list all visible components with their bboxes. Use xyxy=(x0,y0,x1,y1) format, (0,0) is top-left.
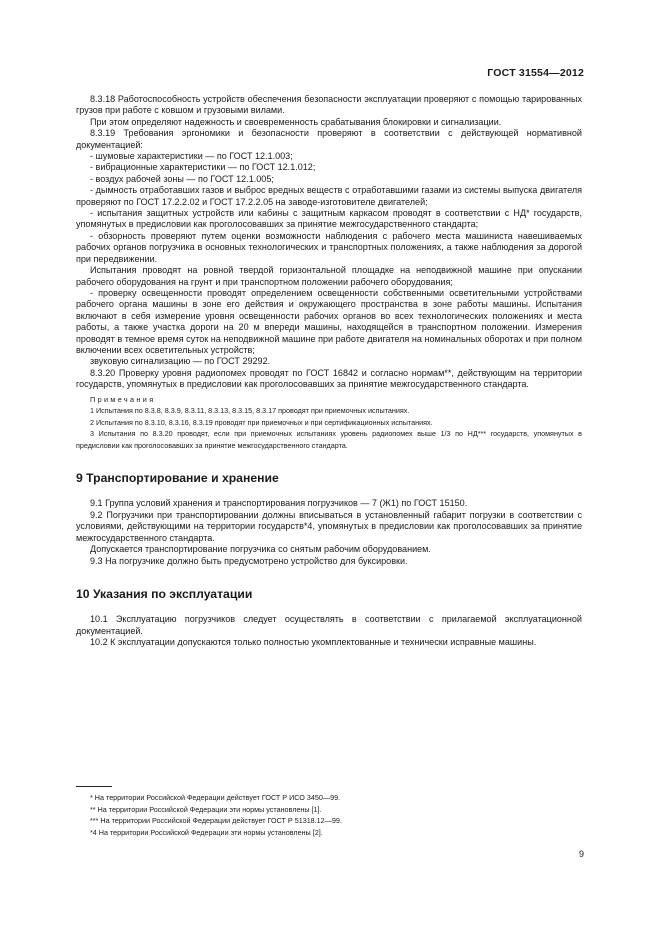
footnote-divider xyxy=(76,786,112,787)
page-number: 9 xyxy=(578,849,584,859)
paragraph-8-3-20: 8.3.20 Проверку уровня радиопомех проводят по ГОСТ 16842 и согласно нормам**, действующим на территории государств, упомянутых в предисловии как проголосовавших за принятие межгосударственного стандарта. xyxy=(76,367,582,390)
list-item: - испытания защитных устройств или кабины с защитным каркасом проводят в соответствии с НД* государств, упомянутых в предисловии как проголосовавших за принятие межгосударственного стандарта; xyxy=(76,208,582,230)
paragraph: При этом определяют надежность и своевременность срабатывания блокировки и сигнализации. xyxy=(90,116,502,127)
list-item: - дымность отработавших газов и выброс вредных веществ с отработавшими газами из системы выпуска двигателя проверяют по ГОСТ 17.2.2.02 и ГОСТ 17.2.2.05 на заводе-изготовителе двигателей; xyxy=(76,185,582,207)
paragraph-10-2: 10.2 К эксплуатации допускаются только полностью укомплектованные и технически исправные машины. xyxy=(90,637,537,648)
list-item: - обзорность проверяют путем оценки возможности наблюдения с рабочего места машиниста навешиваемых рабочих органов погрузчика в основных технологических и транспортных положениях, а также наблюдения за дорогой при передвижении. xyxy=(76,230,582,264)
list-item: - воздух рабочей зоны — по ГОСТ 12.1.005; xyxy=(90,173,274,184)
notes-title: Примечания xyxy=(90,394,156,404)
paragraph-9-3: 9.3 На погрузчике должно быть предусмотрено устройство для буксировки. xyxy=(90,555,408,566)
document-id-header: ГОСТ 31554—2012 xyxy=(487,67,584,79)
list-item: - вибрационные характеристики — по ГОСТ 12.1.012; xyxy=(90,162,316,173)
footnote: * На территории Российской Федерации действует ГОСТ Р ИСО 3450—99. xyxy=(90,793,341,802)
paragraph-10-1: 10.1 Эксплуатацию погрузчиков следует осуществлять в соответствии с прилагаемой эксплуатационной документацией. xyxy=(76,614,582,636)
paragraph-8-3-18: 8.3.18 Работоспособность устройств обеспечения безопасности эксплуатации проверяют с помощью тарированных грузов при работе с ковшом и грузовыми вилами. xyxy=(76,94,582,116)
paragraph: Допускается транспортирование погрузчика со снятым рабочим оборудованием. xyxy=(90,544,431,555)
note-item: 2 Испытания по 8.3.10, 8.3.16, 8.3.19 проводят при приемочных и при сертификационных испытаниях. xyxy=(90,417,433,427)
notes-block xyxy=(76,394,582,452)
footnote: *** На территории Российской Федерации действует ГОСТ Р 51318.12—99. xyxy=(90,816,342,826)
note-item: 3 Испытания по 8.3.20 проводят, если при приемочных испытаниях уровень радиопомех выше 1/3 по НД*** государств, упомянутых в предисловии как проголосовавших за принятие межгосударственного стандарта. xyxy=(76,429,582,450)
section-10-heading: 10 Указания по эксплуатации xyxy=(76,586,253,601)
footnote: ** На территории Российской Федерации эти нормы установлены [1]. xyxy=(90,804,322,814)
paragraph-8-3-19: 8.3.19 Требования эргономики и безопасности проверяют в соответствии с действующей нормативной документацией: xyxy=(76,128,582,150)
paragraph: звуковую сигнализацию — по ГОСТ 29292. xyxy=(90,356,271,367)
paragraph-9-2: 9.2 Погрузчики при транспортировании должны вписываться в установленный габарит погрузки в соответствии с условиями, действующими на территории государств*4, упомянутых в предисловии как проголосовавших за принятие межгосударственного стандарта. xyxy=(76,509,582,543)
note-item: 1 Испытания по 8.3.8, 8.3.9, 8.3.11, 8.3.13, 8.3.15, 8.3.17 проводят при приемочных испытаниях. xyxy=(90,406,410,416)
footnotes xyxy=(76,792,582,838)
paragraph: Испытания проводят на ровной твердой горизонтальной площадке на неподвижной машине при опускании рабочего оборудования на грунт и при транспортном положении рабочего оборудования; xyxy=(76,265,582,287)
list-item: - шумовые характеристики — по ГОСТ 12.1.003; xyxy=(90,151,293,162)
footnote: *4 На территории Российской Федерации эти нормы установлены [2]. xyxy=(90,827,323,837)
paragraph-9-1: 9.1 Группа условий хранения и транспортирования погрузчиков — 7 (Ж1) по ГОСТ 15150. xyxy=(90,498,468,509)
main-text xyxy=(76,94,582,649)
paragraph: - проверку освещенности проводят определением освещенности собственными осветительными устройствами рабочего органа машины в зоне его действия и окружающего пространства в зоне работы машины. Испытания включают в себя измерение уровня освещенности рабочих органов во всех технологических положениях и места работы, а также участка дороги на 20 м впереди машины, находящейся в транспортном положении. Измерения проводят в темное время суток на неподвижной машине при работе двигателя на номинальных оборотах и при полном включении всех осветительных устройств; xyxy=(76,287,582,355)
section-9-heading: 9 Транспортирование и хранение xyxy=(76,471,279,486)
